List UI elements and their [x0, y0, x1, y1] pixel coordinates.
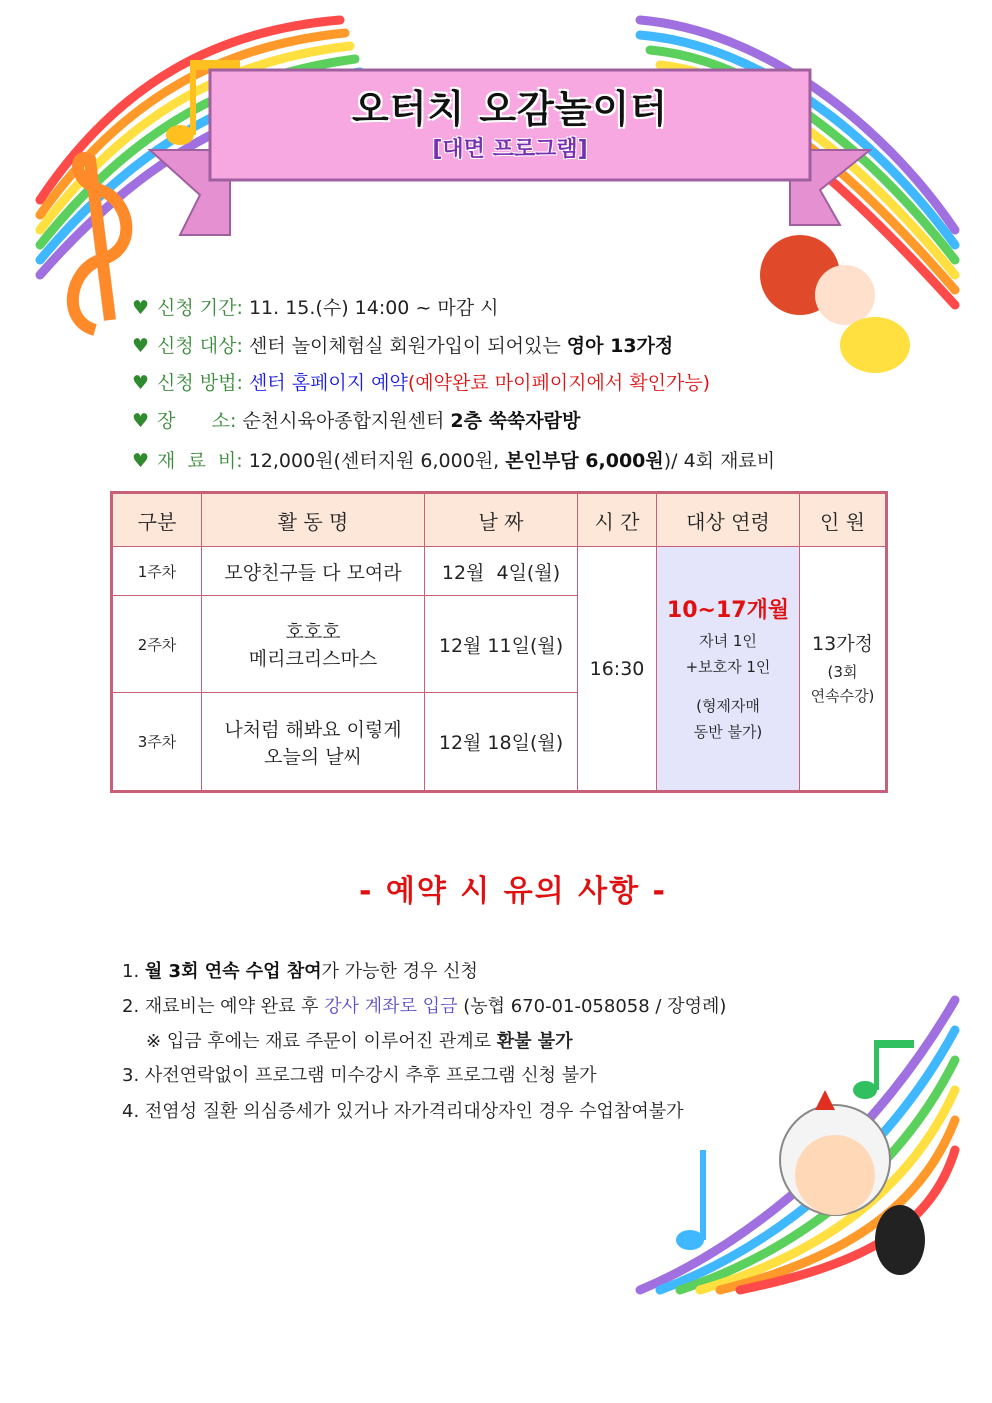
heart-icon: ♥: [132, 335, 150, 357]
character-girl-icon: [760, 235, 910, 373]
info-fee: ♥ 재 료 비: 12,000원(센터지원 6,000원, 본인부담 6,000원)/ 4회 재료비: [132, 450, 776, 472]
heart-icon: ♥: [132, 372, 150, 394]
info-period: ♥ 신청 기간: 11. 15.(수) 14:00 ~ 마감 시: [132, 297, 499, 319]
notice-warning: ※ 입금 후에는 재료 주문이 이루어진 관계로 환불 불가: [146, 1031, 573, 1052]
col-header: 대상 연령: [657, 493, 800, 547]
col-header: 인 원: [800, 493, 887, 547]
heart-icon: ♥: [132, 297, 150, 319]
capacity-cell: 13가정 (3회 연속수강): [800, 547, 887, 792]
notice-item: 1. 월 3회 연속 수업 참여가 가능한 경우 신청: [122, 961, 478, 982]
col-header: 날 짜: [425, 493, 578, 547]
page-title: 오터치 오감놀이터: [352, 87, 668, 131]
notice-title: - 예약 시 유의 사항 -: [359, 874, 667, 909]
notice-item: 2. 재료비는 예약 완료 후 강사 계좌로 입금 (농협 670-01-058058 / 장영례): [122, 996, 727, 1017]
info-method: ♥ 신청 방법: 센터 홈페이지 예약(예약완료 마이페이지에서 확인가능): [132, 372, 711, 394]
col-header: 구분: [112, 493, 202, 547]
info-location: ♥ 장 소: 순천시육아종합지원센터 2층 쑥쑥자람방: [132, 410, 581, 432]
heart-icon: ♥: [132, 450, 150, 472]
info-target: ♥ 신청 대상: 센터 놀이체험실 회원가입이 되어있는 영아 13가정: [132, 335, 674, 357]
table-row: 3주차 나처럼 해봐요 이렇게 오늘의 날씨 12월 18일(월): [112, 693, 887, 792]
col-header: 시 간: [578, 493, 657, 547]
table-header-row: [112, 493, 887, 547]
music-note-icon: [676, 1150, 706, 1250]
table-row: 1주차 모양친구들 다 모여라 12월 4일(월) 16:30 10~17개월 자녀 1인 +보호자 1인 (형제자매 동반 불가) 13가정 (3회 연속수강): [112, 547, 887, 596]
page-subtitle: [대면 프로그램]: [432, 137, 588, 162]
notice-item: 3. 사전연락없이 프로그램 미수강시 추후 프로그램 신청 불가: [122, 1065, 597, 1086]
col-header: 활 동 명: [202, 493, 425, 547]
age-cell: 10~17개월 자녀 1인 +보호자 1인 (형제자매 동반 불가): [657, 547, 800, 792]
schedule-table: [110, 491, 888, 793]
heart-icon: ♥: [132, 410, 150, 432]
table-row: 2주차 호호호 메리크리스마스 12월 11일(월): [112, 596, 887, 693]
notice-item: 4. 전염성 질환 의심증세가 있거나 자가격리대상자인 경우 수업참여불가: [122, 1101, 684, 1122]
